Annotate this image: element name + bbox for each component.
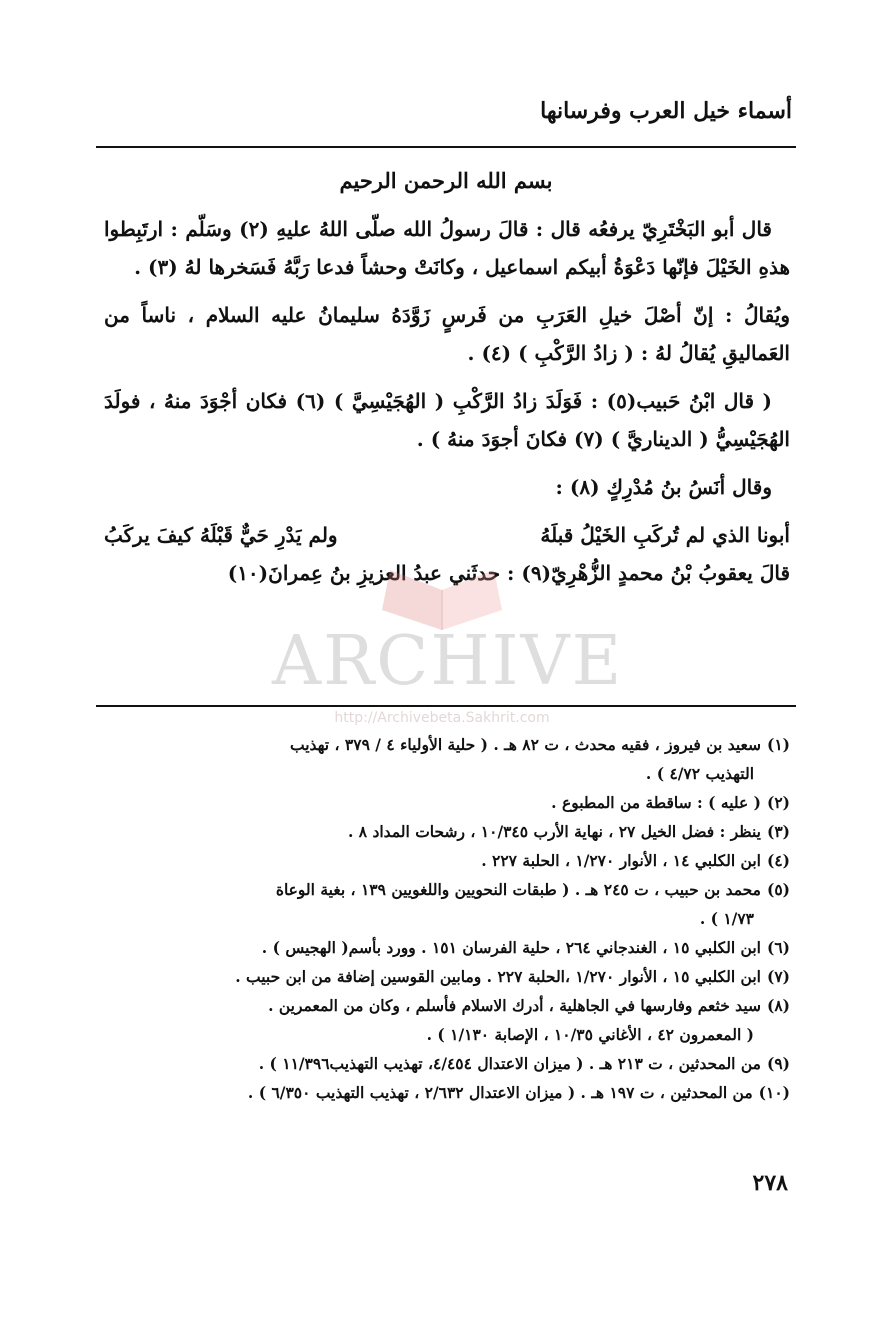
footnote-number: (١) xyxy=(766,735,790,754)
footnote-text: ابن الكلبي ١٤ ، الأنوار ١/٢٧٠ ، الحلبة ٢٢٧ . xyxy=(481,851,761,870)
footnote-number: (٨) xyxy=(766,996,790,1015)
footnote-number: (٣) xyxy=(766,822,790,841)
footnote xyxy=(104,730,790,788)
footnote xyxy=(104,788,790,817)
footnote xyxy=(104,933,790,962)
watermark-word: ARCHIVE xyxy=(272,622,624,701)
footnote-text: من المحدثين ، ت ١٩٧ هـ . ( ميزان الاعتدال ٢/٦٣٢ ، تهذيب التهذيب ٦/٣٥٠ ) . xyxy=(247,1083,753,1102)
basmala: بسم الله الرحمن الرحيم xyxy=(339,168,553,193)
footnote-continuation: ( المعمرون ٤٢ ، الأغاني ١٠/٣٥ ، الإصابة ١/١٣٠ ) . xyxy=(426,1025,754,1044)
paragraph-origin: ويُقالُ : إنّ أصْلَ خيلِ العَرَبِ من فَرسٍ زَوَّدَهُ سليمانُ عليه السلام ، ناساً من العَماليقِ يُقالُ لهُ : ( زادُ الرَّكْبِ ) (٤) . xyxy=(104,303,790,365)
main-text xyxy=(104,210,790,602)
footnote-number: (٦) xyxy=(766,938,790,957)
footnote-number: (٥) xyxy=(766,880,790,899)
footnote-rule xyxy=(96,705,796,707)
footnote-number: (٤) xyxy=(766,851,790,870)
footnotes xyxy=(104,730,790,1107)
poem-verse xyxy=(104,516,790,554)
footnote xyxy=(104,962,790,991)
watermark-url: http://Archivebeta.Sakhrit.com xyxy=(334,710,550,726)
footnote xyxy=(104,817,790,846)
footnote-text: من المحدثين ، ت ٢١٣ هـ . ( ميزان الاعتدال ٤/٤٥٤، تهذيب التهذيب١١/٣٩٦ ) . xyxy=(258,1054,761,1073)
footnote-continuation: التهذيب ٤/٧٢ ) . xyxy=(645,764,754,783)
footnote xyxy=(104,846,790,875)
footnote-number: (٩) xyxy=(766,1054,790,1073)
verse-second-hemistich: ولم يَدْرِ حَيٌّ قَبْلَهُ كيفَ يركَبُ xyxy=(104,523,338,547)
verse-first-hemistich: أبونا الذي لم تُركَبِ الخَيْلُ قبلَهُ xyxy=(540,523,790,547)
footnote-text: سيد خثعم وفارسها في الجاهلية ، أدرك الاسلام فأسلم ، وكان من المعمرين . xyxy=(268,996,761,1015)
footnote xyxy=(104,991,790,1049)
paragraph-yaqub: قالَ يعقوبُ بْنُ محمدٍ الزُّهْرِيّ(٩) : حدثَني عبدُ العزيزِ بنُ عِمرانَ(١٠) xyxy=(227,561,790,585)
footnote-number: (٧) xyxy=(766,967,790,986)
footnote-text: محمد بن حبيب ، ت ٢٤٥ هـ . ( طبقات النحويين واللغويين ١٣٩ ، بغية الوعاة xyxy=(275,880,761,899)
footnote xyxy=(104,875,790,933)
paragraph-ibn-habib: ( قال ابْنُ حَبيب(٥) : فَوَلَدَ زادُ الرَّكْبِ ( الهُجَيْسِيَّ ) (٦) فكان أجْوَدَ منهُ ، فولَدَ الهُجَيْسِيُّ ( الديناريَّ ) (٧) فكانَ أجوَدَ منهُ ) . xyxy=(104,389,790,451)
header-rule xyxy=(96,146,796,148)
footnote-text: ينظر : فضل الخيل ٢٧ ، نهاية الأرب ١٠/٣٤٥ ، رشحات المداد ٨ . xyxy=(347,822,761,841)
footnote xyxy=(104,1078,790,1107)
running-title: أسماء خيل العرب وفرسانها xyxy=(540,98,792,124)
footnote-text: ابن الكلبي ١٥ ، الأنوار ١/٢٧٠ ،الحلبة ٢٢٧ . ومابين القوسين إضافة من ابن حبيب . xyxy=(235,967,761,986)
paragraph-hadith: قال أبو البَخْتَرِيّ يرفعُه قال : قالَ رسولُ الله صلّى اللهُ عليهِ (٢) وسَلّم : ارتَبِطوا هذهِ الخَيْلَ فإنّها دَعْوَةُ أبيكم اسماعيل ، وكانَتْ وحشاً فدعا رَبَّهُ فَسَخرها لهُ (٣) . xyxy=(104,217,790,279)
footnote-text: ابن الكلبي ١٥ ، الغندجاني ٢٦٤ ، حلية الفرسان ١٥١ . وورد بأسم( الهجيس ) . xyxy=(261,938,761,957)
footnote-number: (٢) xyxy=(766,793,790,812)
footnote-text: سعيد بن فيروز ، فقيه محدث ، ت ٨٢ هـ . ( حلية الأولياء ٤ / ٣٧٩ ، تهذيب xyxy=(289,735,761,754)
footnote xyxy=(104,1049,790,1078)
footnote-number: (١٠) xyxy=(758,1083,790,1102)
footnote-text: ( عليه ) : ساقطة من المطبوع . xyxy=(551,793,761,812)
footnote-continuation: ١/٧٣ ) . xyxy=(699,909,754,928)
page-number: ٢٧٨ xyxy=(752,1170,788,1196)
paragraph-anas: وقال أنَسُ بنُ مُدْرِكٍ (٨) : xyxy=(555,475,772,499)
